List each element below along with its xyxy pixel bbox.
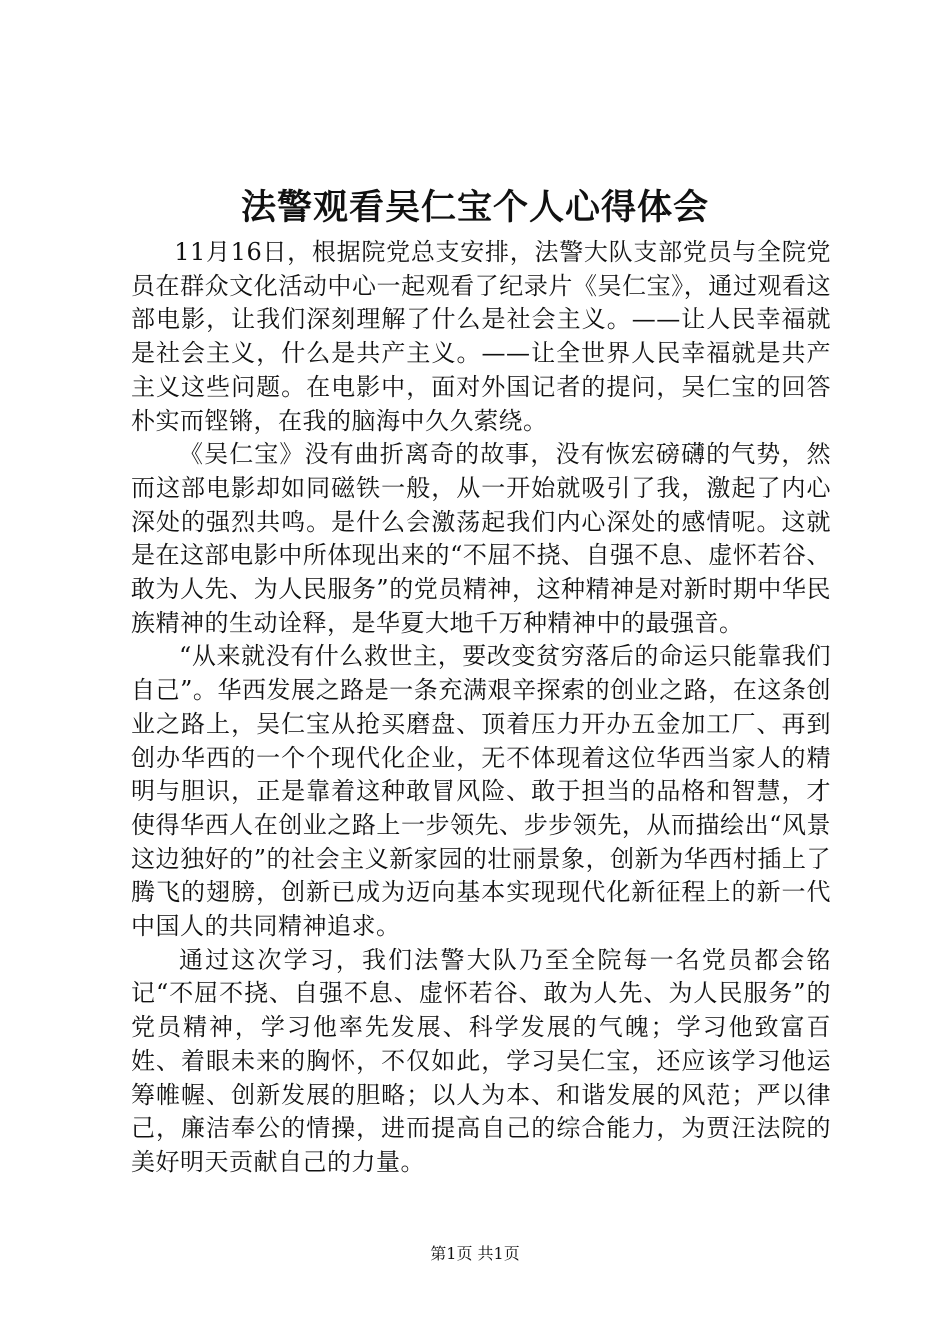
paragraph: 通过这次学习，我们法警大队乃至全院每一名党员都会铭记“不屈不挠、自强不息、虚怀若谷、敢为人先、为人民服务”的党员精神，学习他率先发展、科学发展的气魄；学习他致富百姓、着眼未来的胸怀，不仅如此，学习吴仁宝，还应该学习他运筹帷幄、创新发展的胆略；以人为本、和谐发展的风范；严以律己，廉洁奉公的情操，进而提高自己的综合能力，为贾汪法院的美好明天贡献自己的力量。 (131, 945, 831, 1176)
document-title: 法警观看吴仁宝个人心得体会 (240, 187, 709, 228)
paragraph: 《吴仁宝》没有曲折离奇的故事，没有恢宏磅礴的气势，然而这部电影却如同磁铁一般，从一开始就吸引了我，激起了内心深处的强烈共鸣。是什么会激荡起我们内心深处的感情呢。这就是在这部电影中所体现出来的“不屈不挠、自强不息、虚怀若谷、敢为人先、为人民服务”的党员精神，这种精神是对新时期中华民族精神的生动诠释，是华夏大地千万种精神中的最强音。 (131, 440, 831, 637)
paragraph: 11月16日，根据院党总支安排，法警大队支部党员与全院党员在群众文化活动中心一起观看了纪录片《吴仁宝》，通过观看这部电影，让我们深刻理解了什么是社会主义。——让人民幸福就是社会主义，什么是共产主义。——让全世界人民幸福就是共产主义这些问题。在电影中，面对外国记者的提问，吴仁宝的回答朴实而铿锵，在我的脑海中久久萦绕。 (131, 238, 831, 435)
document-body (131, 236, 831, 1180)
paragraph: “从来就没有什么救世主，要改变贫穷落后的命运只能靠我们自己”。华西发展之路是一条充满艰辛探索的创业之路，在这条创业之路上，吴仁宝从抢买磨盘、顶着压力开办五金加工厂、再到创办华西的一个个现代化企业，无不体现着这位华西当家人的精明与胆识，正是靠着这种敢冒风险、敢于担当的品格和智慧，才使得华西人在创业之路上一步领先、步步领先，从而描绘出“风景这边独好的”的社会主义新家园的壮丽景象，创新为华西村插上了腾飞的翅膀，创新已成为迈向基本实现现代化新征程上的新一代中国人的共同精神追求。 (131, 642, 831, 941)
page-number-footer: 第1页 共1页 (430, 1244, 520, 1263)
